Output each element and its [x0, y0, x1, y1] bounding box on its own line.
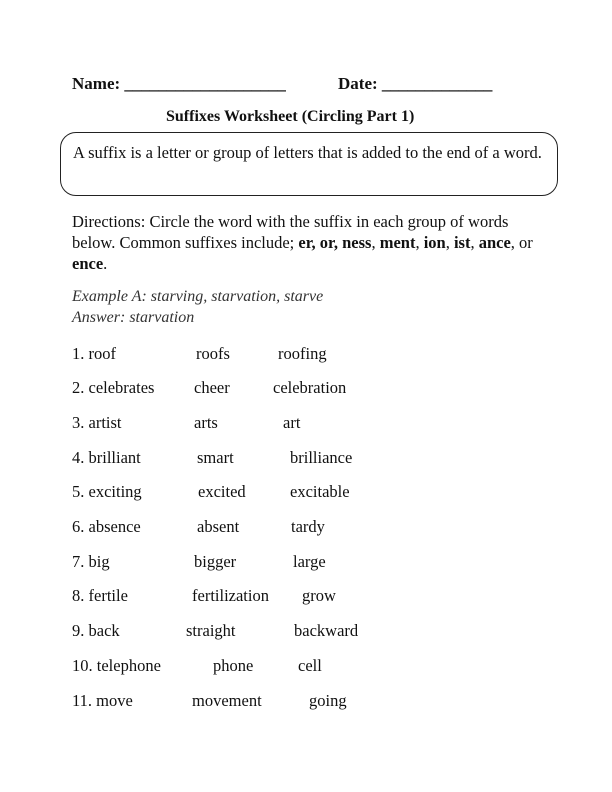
- suffix-separator: ,: [415, 233, 424, 252]
- suffix-ness: ness: [342, 233, 372, 252]
- item-word-1: 1. roof: [72, 344, 116, 363]
- item-word-1: 7. big: [72, 552, 110, 571]
- item-word-2: arts: [194, 413, 218, 432]
- suffix-separator: ,: [445, 233, 450, 252]
- suffix-separator: ,: [371, 233, 380, 252]
- item-word-2: phone: [213, 656, 254, 675]
- suffix-ion: ion: [423, 233, 446, 252]
- suffix-separator: ,: [333, 233, 343, 252]
- item-word-3: cell: [298, 656, 322, 675]
- item-word-3: roofing: [278, 344, 327, 363]
- suffix-separator: ,: [311, 233, 320, 252]
- suffix-er: er: [298, 233, 312, 252]
- item-word-1: 11. move: [72, 691, 133, 710]
- item-word-3: tardy: [291, 517, 325, 536]
- item-word-1: 6. absence: [72, 517, 141, 536]
- item-word-1: 5. exciting: [72, 482, 142, 501]
- suffix-ance: ance: [478, 233, 511, 252]
- example-question: Example A: starving, starvation, starve: [72, 288, 324, 305]
- definition-box: [60, 132, 558, 196]
- directions-end: .: [103, 254, 108, 273]
- item-word-2: straight: [186, 621, 236, 640]
- item-word-3: celebration: [273, 378, 347, 397]
- item-word-2: fertilization: [192, 586, 269, 605]
- item-word-2: bigger: [194, 552, 237, 571]
- item-word-2: absent: [197, 517, 240, 536]
- item-word-1: 3. artist: [72, 413, 122, 432]
- item-word-3: excitable: [290, 482, 350, 501]
- item-word-1: 4. brilliant: [72, 448, 141, 467]
- item-word-3: large: [293, 552, 326, 571]
- item-word-2: movement: [192, 691, 262, 710]
- item-word-1: 8. fertile: [72, 586, 128, 605]
- example-answer: Answer: starvation: [72, 309, 195, 326]
- item-word-3: backward: [294, 621, 359, 640]
- suffix-ist: ist: [453, 233, 471, 252]
- suffix-separator: ,: [470, 233, 479, 252]
- item-word-1: 2. celebrates: [72, 378, 155, 397]
- item-word-3: going: [309, 691, 347, 710]
- date-field-label: Date: _____________: [338, 74, 493, 93]
- item-word-1: 9. back: [72, 621, 120, 640]
- name-field-label: Name: ___________________: [72, 74, 286, 93]
- suffix-ment: ment: [379, 233, 416, 252]
- item-word-2: roofs: [196, 344, 230, 363]
- item-word-1: 10. telephone: [72, 656, 161, 675]
- item-word-2: smart: [197, 448, 234, 467]
- directions-text: [72, 211, 552, 274]
- item-word-3: brilliance: [290, 448, 353, 467]
- suffix-or: or: [319, 233, 334, 252]
- worksheet-title: Suffixes Worksheet (Circling Part 1): [166, 108, 415, 125]
- item-word-2: cheer: [194, 378, 230, 397]
- item-word-2: excited: [198, 482, 246, 501]
- suffix-separator: , or: [510, 233, 533, 252]
- suffix-ence: ence: [72, 254, 104, 273]
- item-word-3: art: [283, 413, 301, 432]
- definition-text: A suffix is a letter or group of letters that is added to the end of a word.: [73, 143, 542, 162]
- item-word-3: grow: [302, 586, 336, 605]
- directions-intro: Directions: Circle the word with the suffix in each group of words below. Common suffixes include;: [72, 212, 509, 252]
